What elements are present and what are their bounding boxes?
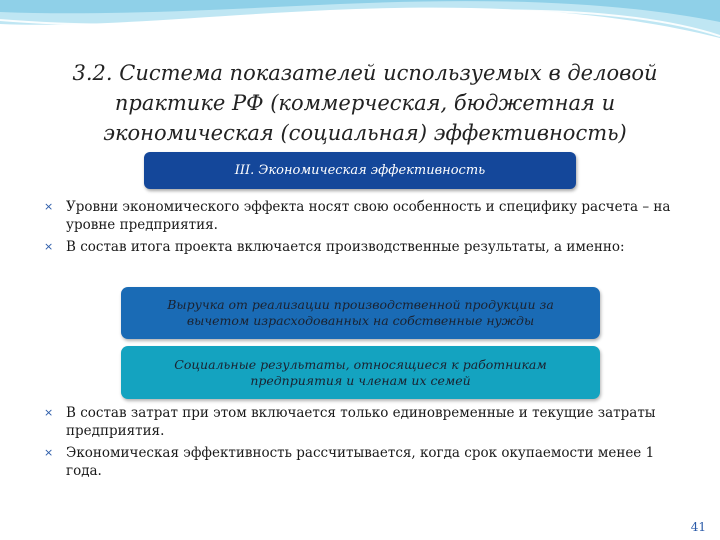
revenue-panel [121, 287, 600, 339]
bullet-text: Уровни экономического эффекта носят свою особенность и специфику расчета – на уровне предприятия. [66, 199, 671, 233]
bullet-list-top [30, 198, 680, 260]
section-banner [144, 152, 576, 189]
bullet-cross-icon: × [44, 240, 54, 253]
bullet-cross-icon: × [44, 200, 54, 213]
list-item [30, 198, 680, 234]
bullet-list-bottom [30, 404, 680, 484]
list-item [30, 444, 680, 480]
social-results-panel [121, 346, 600, 399]
bullet-text: Экономическая эффективность рассчитывается, когда срок окупаемости менее 1 года. [66, 445, 655, 479]
slide-title: 3.2. Система показателей используемых в деловой практике РФ (коммерческая, бюджетная и экономическая (социальная) эффективность) [72, 61, 658, 145]
revenue-panel-text: Выручка от реализации производственной продукции за вычетом израсходованных на собственные нужды [167, 297, 554, 328]
list-item [30, 404, 680, 440]
header-wave-decoration [0, 0, 720, 60]
page-number: 41 [690, 520, 706, 534]
bullet-cross-icon: × [44, 406, 54, 419]
bullet-cross-icon: × [44, 446, 54, 459]
bullet-text: В состав итога проекта включается производственные результаты, а именно: [66, 239, 625, 255]
section-banner-label: III. Экономическая эффективность [234, 163, 486, 178]
bullet-text: В состав затрат при этом включается только единовременные и текущие затраты предприятия. [66, 405, 656, 439]
list-item [30, 238, 680, 256]
social-panel-text: Социальные результаты, относящиеся к работникам предприятия и членам их семей [174, 356, 547, 388]
